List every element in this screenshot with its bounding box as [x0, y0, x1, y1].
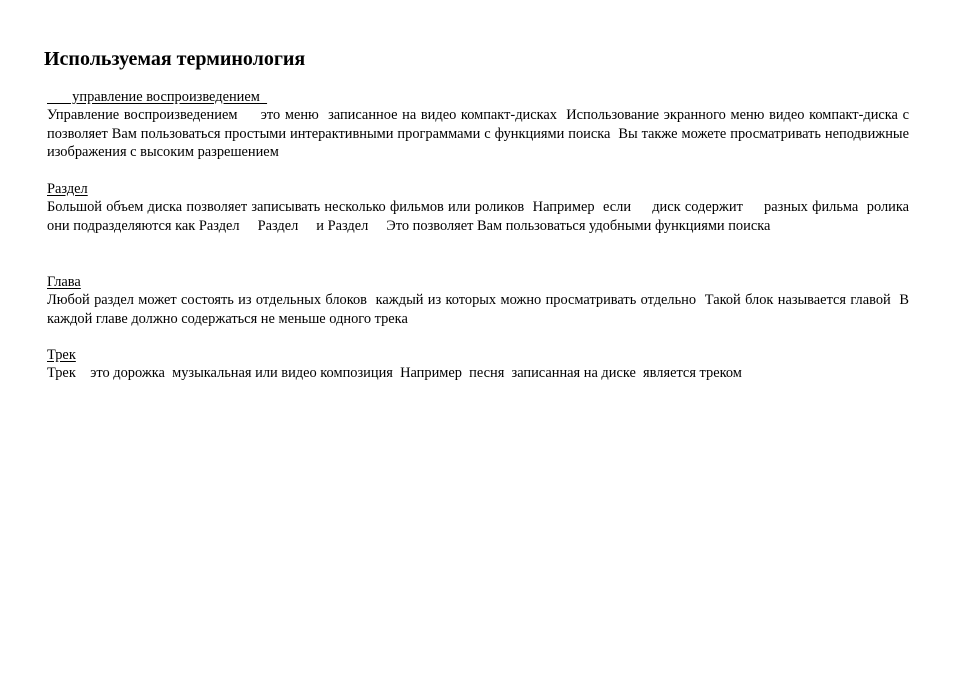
- section-body-razdel: Большой объем диска позволяет записывать несколько фильмов или роликов Например если диск содержит разных фильма ролика они подразделяются как Раздел Раздел и Раздел Это позволяет Вам пользоваться удобными функциями поиска: [47, 199, 920, 234]
- section-track: [47, 346, 909, 383]
- section-body-glava: Любой раздел может состоять из отдельных блоков каждый из которых можно просматривать отдельно Такой блок называется главой В каждой главе должно содержаться не меньше одного трека: [47, 292, 913, 327]
- section-title-trek: Трек: [47, 347, 76, 363]
- section-title-glava: Глава: [47, 274, 81, 290]
- section-chapter: [47, 273, 913, 328]
- section-title-razdel: Раздел: [47, 181, 88, 197]
- section-title-block: [47, 180, 920, 235]
- page-title: Используемая терминология: [44, 48, 306, 70]
- section-body-playback-control: Управление воспроизведением это меню записанное на видео компакт-дисках Использование экранного меню видео компакт-диска с позволяет Вам пользоваться простыми интерактивными программами с функциями поиска Вы также можете просматривать неподвижные изображения с высоким разрешением: [47, 107, 949, 160]
- section-body-trek: Трек это дорожка музыкальная или видео композиция Например песня записанная на диске является треком: [47, 365, 742, 381]
- section-title-playback-control: управление воспроизведением: [47, 89, 268, 105]
- section-playback-control: [47, 88, 949, 162]
